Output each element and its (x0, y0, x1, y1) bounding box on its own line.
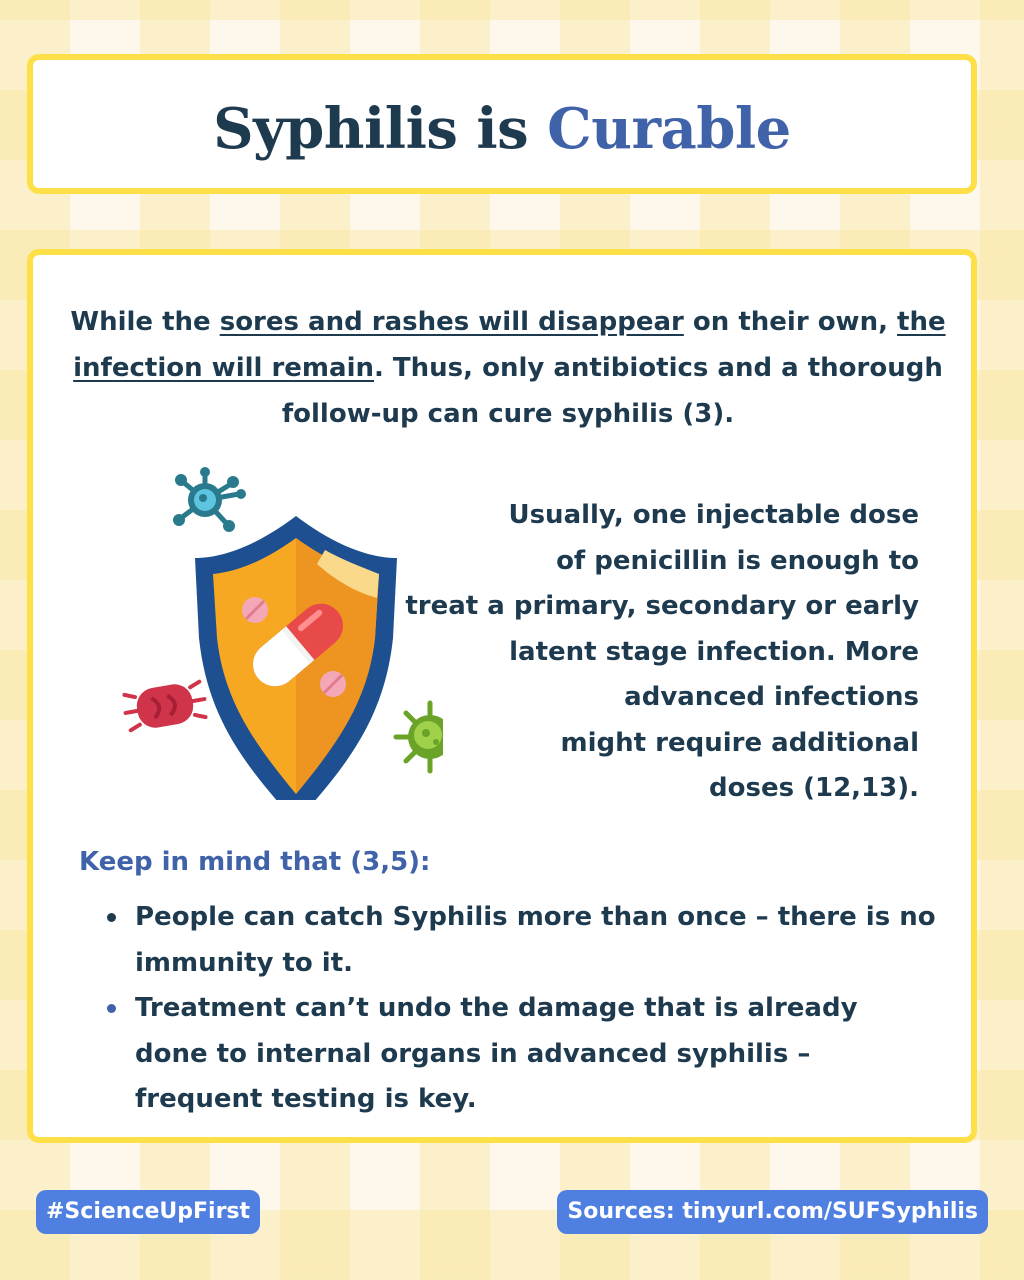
list-item (79, 895, 939, 986)
title-text: Syphilis is (213, 96, 548, 162)
list-item-text: Treatment can’t undo the damage that is already done to internal organs in advanced syphilis – frequent testing is key. (135, 993, 858, 1114)
intro-paragraph (63, 299, 953, 437)
treatment-line: doses (12,13). (709, 773, 919, 803)
hashtag-badge: #ScienceUpFirst (36, 1190, 260, 1234)
treatment-paragraph (393, 493, 919, 812)
bacteria-red-icon (122, 679, 208, 732)
sources-link[interactable]: Sources: tinyurl.com/SUFSyphilis (557, 1190, 988, 1234)
intro-text-1: While the (70, 307, 220, 337)
keep-in-mind-list (79, 895, 939, 1123)
bullet-dot (107, 913, 116, 922)
virus-teal-icon (173, 467, 246, 532)
page-title (33, 96, 971, 162)
intro-text-2: on their own, (683, 307, 898, 337)
treatment-line: Usually, one injectable dose (508, 500, 919, 530)
treatment-line: advanced infections (624, 682, 919, 712)
list-item-text: People can catch Syphilis more than once – there is no immunity to it. (135, 902, 936, 978)
treatment-line: might require additional (560, 727, 919, 758)
content-card (27, 249, 977, 1143)
treatment-line: latent stage infection. More (509, 636, 919, 667)
treatment-line: of penicillin is enough to (556, 545, 919, 576)
intro-underline-2: the infection will remain (73, 307, 946, 383)
title-card (27, 54, 977, 194)
title-accent: Curable (547, 96, 791, 162)
bullet-dot (107, 1004, 116, 1013)
list-item (79, 986, 939, 1123)
keep-in-mind-heading: Keep in mind that (3,5): (79, 847, 431, 877)
intro-underline-1: sores and rashes will disappear (219, 307, 684, 337)
treatment-line: treat a primary, secondary or early (405, 591, 919, 621)
shield-illustration (103, 460, 443, 800)
intro-text-3: . Thus, only antibiotics and a thorough follow-up can cure syphilis (3). (281, 353, 943, 429)
